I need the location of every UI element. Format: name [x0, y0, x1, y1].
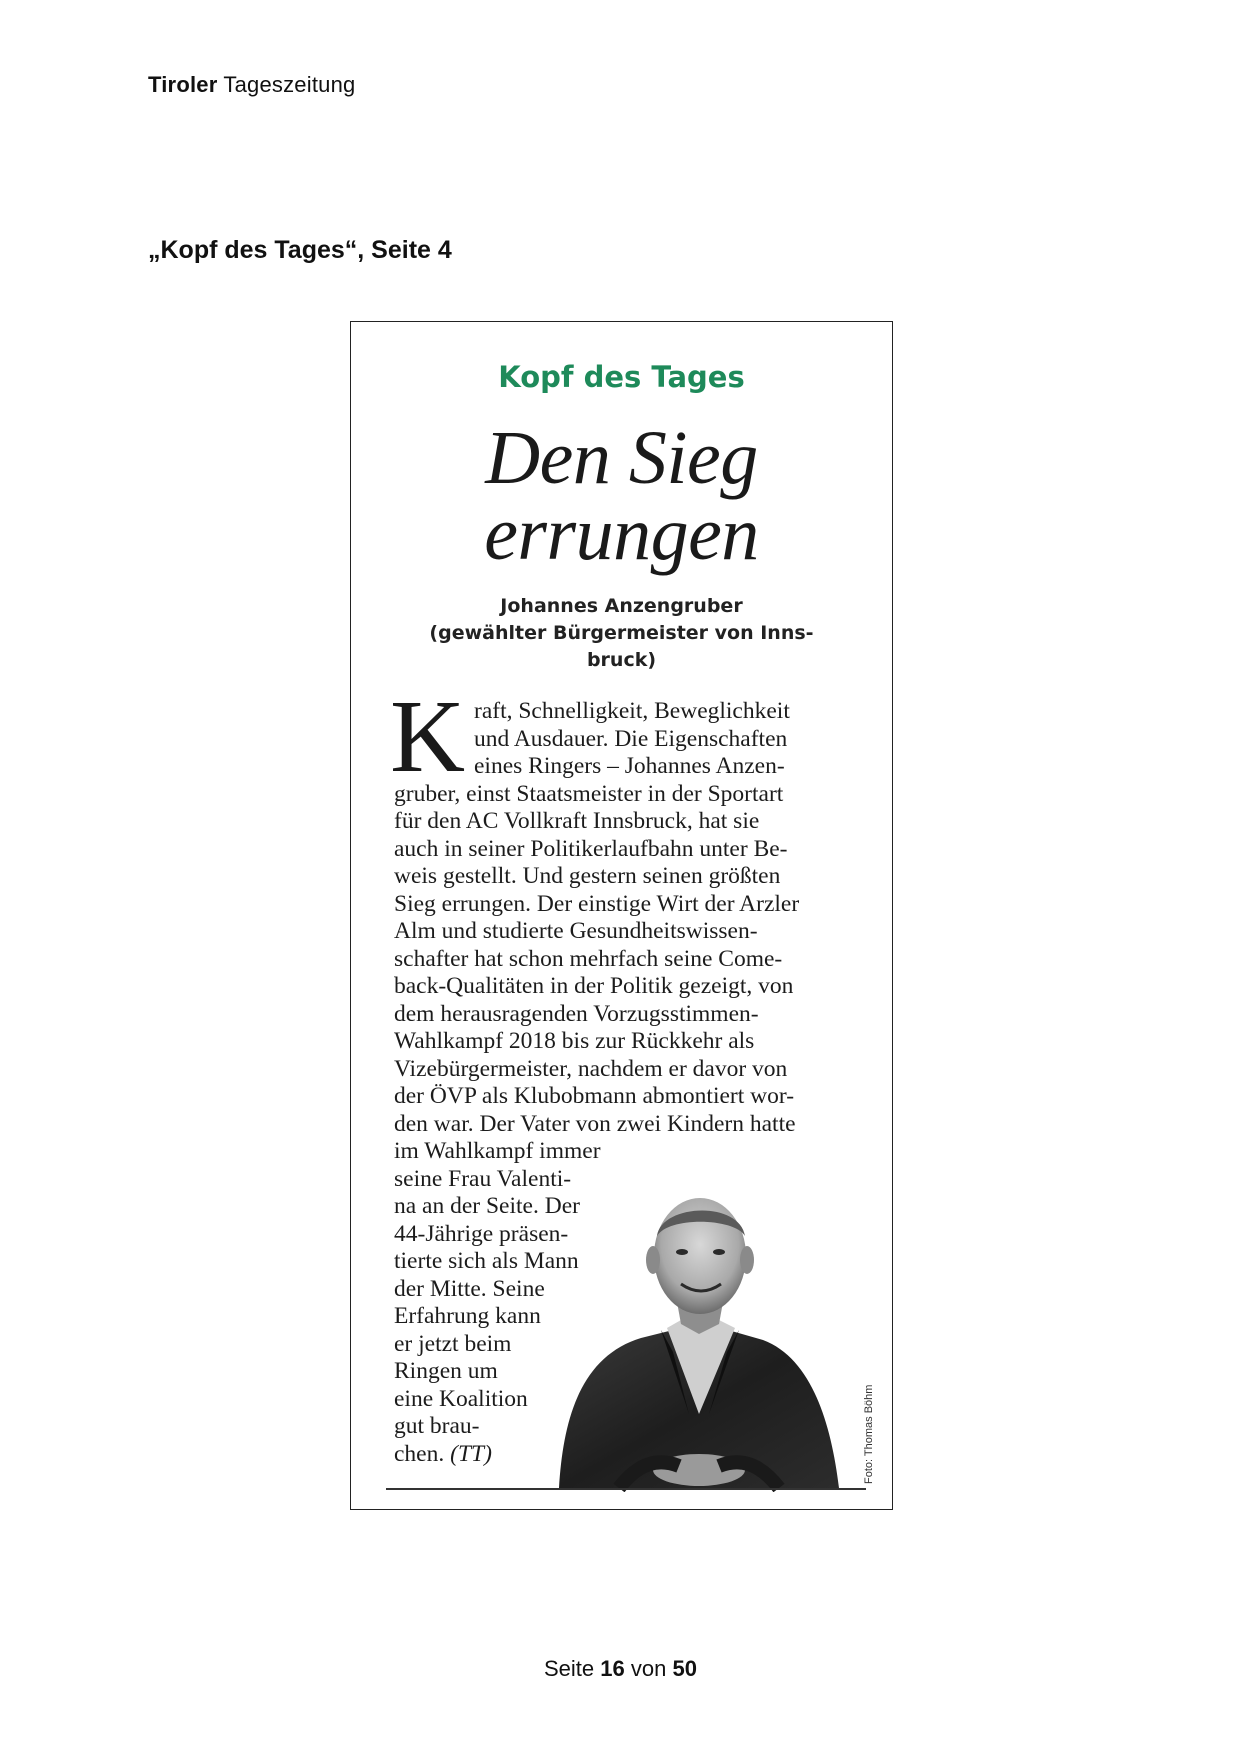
body-line: auch in seiner Politikerlaufbahn unter Be- — [394, 835, 788, 862]
body-line: eines Ringers – Johannes Anzen- — [474, 753, 785, 779]
body-line: eine Koalition — [394, 1385, 528, 1412]
body-line: er jetzt beim — [394, 1330, 512, 1357]
footer-mid: von — [630, 1656, 667, 1681]
body-line: den war. Der Vater von zwei Kindern hatte — [394, 1110, 796, 1137]
headline-line: errungen — [484, 492, 759, 576]
body-line: der Mitte. Seine — [394, 1275, 545, 1302]
section-title: „Kopf des Tages“, Seite 4 — [148, 236, 452, 264]
body-line: na an der Seite. Der — [394, 1193, 580, 1219]
signature: (TT) — [450, 1440, 492, 1467]
headline-line: Den Sieg — [485, 416, 758, 500]
byline-name: Johannes Anzengruber — [500, 595, 743, 617]
body-line: raft, Schnelligkeit, Beweglichkeit — [474, 698, 790, 724]
body-line: für den AC Vollkraft Innsbruck, hat sie — [394, 808, 760, 834]
body-line: Alm und studierte Gesundheitswissen- — [394, 918, 758, 944]
publication-name-bold: Tiroler — [148, 72, 218, 97]
body-line: tierte sich als Mann — [394, 1248, 579, 1274]
photo-credit: Foto: Thomas Böhm — [863, 1384, 875, 1484]
newspaper-clipping — [350, 321, 893, 1510]
publication-name-rest: Tageszeitung — [223, 72, 356, 97]
footer-total-pages: 50 — [672, 1656, 697, 1681]
body-line: gruber, einst Staatsmeister in der Sportart — [394, 780, 784, 807]
footer-prefix: Seite — [544, 1656, 595, 1681]
drop-cap: K — [390, 679, 466, 794]
body-line: weis gestellt. Und gestern seinen größten — [394, 863, 781, 889]
publication-name — [148, 72, 355, 98]
bottom-rule — [386, 1488, 866, 1490]
article-byline — [411, 593, 832, 674]
portrait-photo — [549, 1152, 849, 1492]
article-kicker: Kopf des Tages — [498, 360, 745, 394]
body-line: im Wahlkampf immer — [394, 1138, 601, 1164]
body-line: Sieg errungen. Der einstige Wirt der Arzler — [394, 890, 800, 917]
body-line: schafter hat schon mehrfach seine Come- — [394, 945, 783, 972]
footer-page-number: 16 — [600, 1656, 625, 1681]
body-line: dem herausragenden Vorzugsstimmen- — [394, 1000, 759, 1027]
body-line: gut brau- — [394, 1413, 480, 1439]
article-headline — [351, 416, 892, 576]
body-line: seine Frau Valenti- — [394, 1165, 572, 1192]
body-line-text: chen. — [394, 1440, 445, 1467]
body-line: Erfahrung kann — [394, 1303, 541, 1329]
body-line: und Ausdauer. Die Eigenschaften — [474, 725, 788, 752]
body-line: 44-Jährige präsen- — [394, 1220, 569, 1247]
body-line: Ringen um — [394, 1358, 498, 1384]
body-line: der ÖVP als Klubobmann abmontiert wor- — [394, 1083, 795, 1109]
body-line: back-Qualitäten in der Politik gezeigt, von — [394, 973, 794, 999]
byline-role: (gewählter Bürgermeister von Inns- — [429, 622, 814, 644]
body-line: Vizebürgermeister, nachdem er davor von — [394, 1055, 788, 1082]
page-footer — [0, 1656, 1241, 1682]
byline-role: bruck) — [586, 649, 657, 671]
body-line: Wahlkampf 2018 bis zur Rückkehr als — [394, 1028, 755, 1054]
